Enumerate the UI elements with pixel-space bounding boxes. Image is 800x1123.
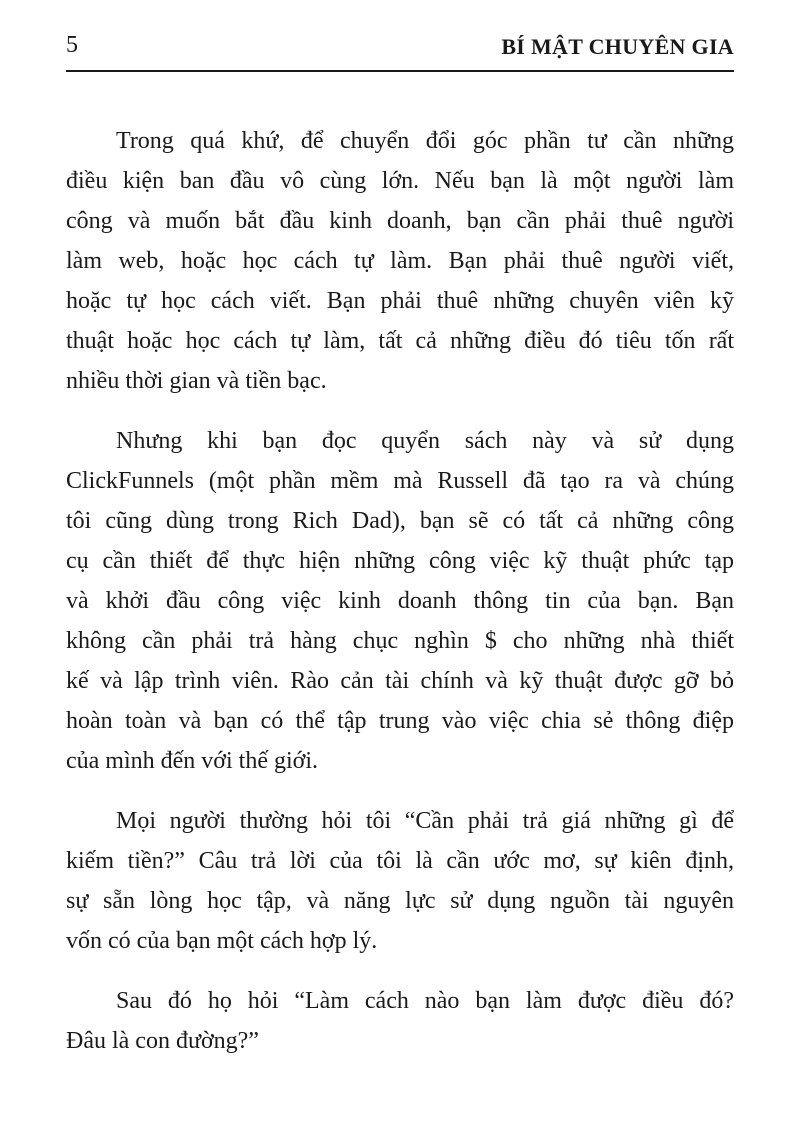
text-line: làm web, hoặc học cách tự làm. Bạn phải thuê người viết,	[66, 248, 734, 274]
text-line: và khởi đầu công việc kinh doanh thông tin của bạn. Bạn	[66, 588, 734, 614]
paragraph	[66, 801, 734, 961]
text-line: của mình đến với thế giới.	[66, 748, 318, 774]
text-line: tôi cũng dùng trong Rich Dad), bạn sẽ có tất cả những công	[66, 508, 734, 534]
text-line: nhiều thời gian và tiền bạc.	[66, 368, 327, 394]
text-line: điều kiện ban đầu vô cùng lớn. Nếu bạn là một người làm	[66, 168, 734, 194]
text-line: vốn có của bạn một cách hợp lý.	[66, 928, 378, 954]
text-line: kế và lập trình viên. Rào cản tài chính và kỹ thuật được gỡ bỏ	[66, 668, 734, 694]
text-line: cụ cần thiết để thực hiện những công việc kỹ thuật phức tạp	[66, 548, 734, 574]
text-line: Sau đó họ hỏi “Làm cách nào bạn làm được điều đó?	[116, 988, 734, 1014]
page-number: 5	[66, 32, 78, 58]
text-line: ClickFunnels (một phần mềm mà Russell đã tạo ra và chúng	[66, 468, 734, 494]
text-line: sự sẵn lòng học tập, và năng lực sử dụng nguồn tài nguyên	[66, 888, 734, 914]
paragraph	[66, 421, 734, 781]
text-line: Mọi người thường hỏi tôi “Cần phải trả giá những gì để	[116, 808, 734, 834]
text-line: hoặc tự học cách viết. Bạn phải thuê những chuyên viên kỹ	[66, 288, 734, 314]
text-line: công và muốn bắt đầu kinh doanh, bạn cần phải thuê người	[66, 208, 734, 234]
paragraph	[66, 121, 734, 401]
text-line: thuật hoặc học cách tự làm, tất cả những điều đó tiêu tốn rất	[66, 328, 734, 354]
page-body	[66, 121, 734, 1081]
page-header	[66, 30, 734, 72]
text-line: Nhưng khi bạn đọc quyển sách này và sử dụng	[116, 428, 734, 454]
text-line: Đâu là con đường?”	[66, 1028, 259, 1054]
text-line: không cần phải trả hàng chục nghìn $ cho những nhà thiết	[66, 628, 734, 654]
text-line: kiếm tiền?” Câu trả lời của tôi là cần ước mơ, sự kiên định,	[66, 848, 734, 874]
text-line: Trong quá khứ, để chuyển đổi góc phần tư cần những	[116, 128, 734, 154]
paragraph	[66, 981, 734, 1061]
text-line: hoàn toàn và bạn có thể tập trung vào việc chia sẻ thông điệp	[66, 708, 734, 734]
running-title: BÍ MẬT CHUYÊN GIA	[501, 34, 734, 59]
